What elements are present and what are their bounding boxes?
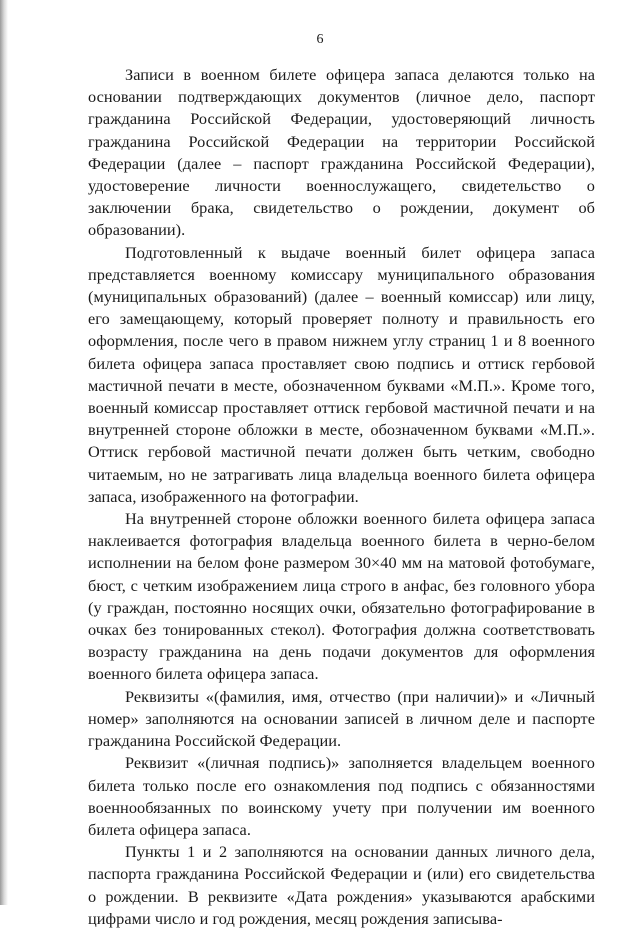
document-body: [88, 64, 595, 930]
paragraph-commissar-check: Подготовленный к выдаче военный билет офицера запаса представляется военному комиссару муниципального образования (муниципальных образований) (далее – военный комиссар) или лицу, его замещающему, который проверяет полноту и правильность его оформления, после чего в правом нижнем углу страниц 1 и 8 военного билета офицера запаса проставляет свою подпись и оттиск гербовой мастичной печати в месте, обозначенном буквами «М.П.». Кроме того, военный комиссар проставляет оттиск гербовой мастичной печати и на внутренней стороне обложки в месте, обозначенном буквами «М.П.». Оттиск гербовой мастичной печати должен быть четким, свободно читаемым, но не затрагивать лица владельца военного билета офицера запаса, изображенного на фотографии.: [88, 242, 595, 506]
scan-edge-shadow: [0, 0, 8, 905]
paragraph-name-fields: Реквизиты «(фамилия, имя, отчество (при наличии)» и «Личный номер» заполняются на основании записей в личном деле и паспорте гражданина Российской Федерации.: [88, 686, 595, 751]
paragraph-records-basis: Записи в военном билете офицера запаса делаются только на основании подтверждающих документов (личное дело, паспорт гражданина Российской Федерации, удостоверяющий личность гражданина Российской Федерации на территории Российской Федерации (далее – паспорт гражданина Российской Федерации), удостоверение личности военнослужащего, свидетельство о заключении брака, свидетельство о рождении, документ об образовании).: [88, 65, 595, 240]
page-number: 6: [316, 32, 324, 47]
paragraph-photo-requirements: На внутренней стороне обложки военного билета офицера запаса наклеивается фотография владельца военного билета в черно-белом исполнении на белом фоне размером 30×40 мм на матовой фотобумаге, бюст, с четким изображением лица строго в анфас, без головного убора (у граждан, постоянно носящих очки, обязательно фотографирование в очках без тонированных стекол). Фотография должна соответствовать возрасту гражданина на день подачи документов для оформления военного билета офицера запаса.: [88, 509, 595, 684]
paragraph-signature-field: Реквизит «(личная подпись)» заполняется владельцем военного билета только после его ознакомления под подпись с обязанностями военнообязанных по воинскому учету при получении им военного билета офицера запаса.: [88, 753, 595, 839]
paragraph-items-1-2: Пункты 1 и 2 заполняются на основании данных личного дела, паспорта гражданина Российской Федерации и (или) его свидетельства о рождении. В реквизите «Дата рождения» указываются арабскими цифрами число и год рождения, месяц рождения записыва-: [88, 842, 595, 928]
